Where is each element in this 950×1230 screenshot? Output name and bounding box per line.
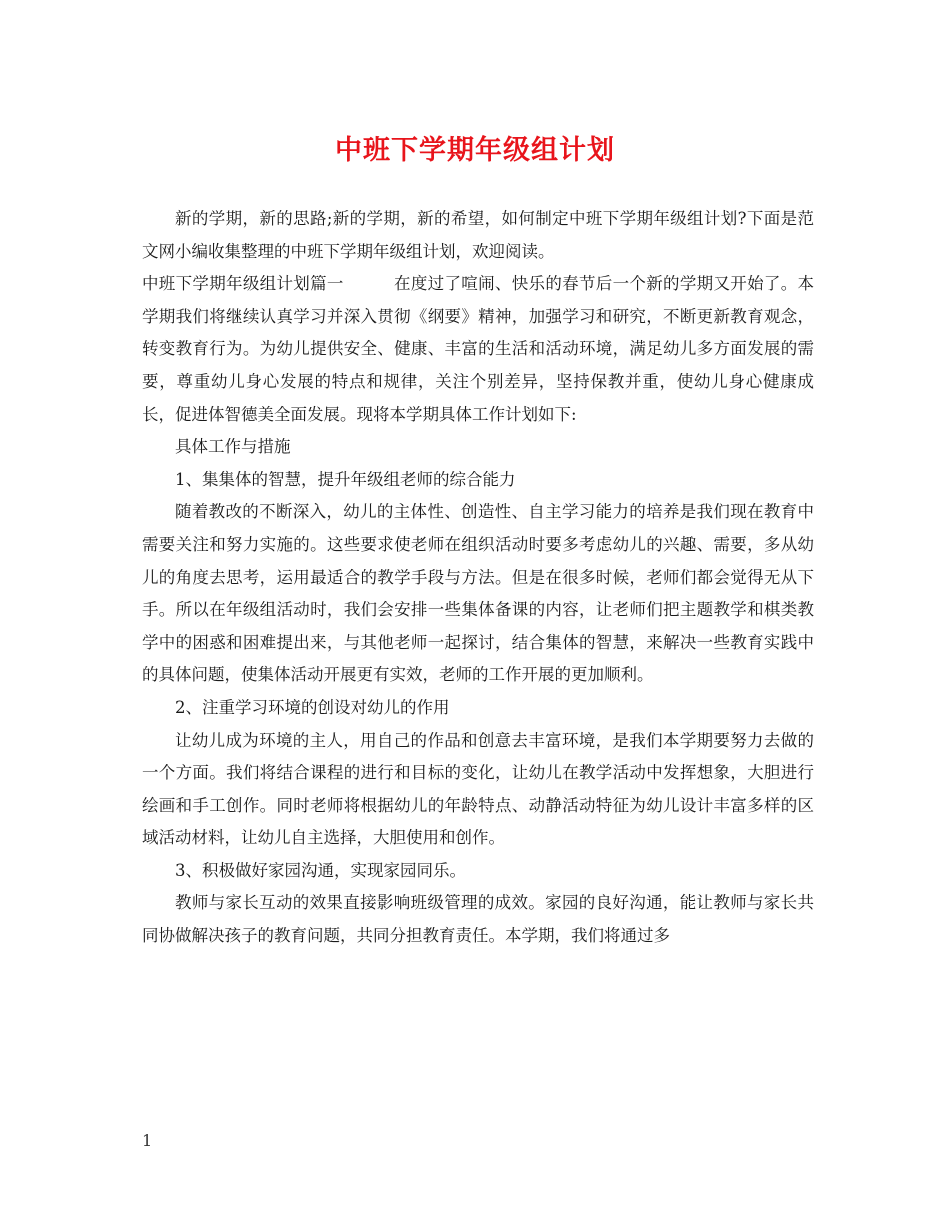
measures-heading: 具体工作与措施 [175, 437, 291, 457]
page-number: 1 [142, 1131, 153, 1150]
section-paragraph [142, 268, 814, 431]
item2-paragraph: 让幼儿成为环境的主人，用自己的作品和创意去丰富环境，是我们本学期要努力去做的一个方面。我们将结合课程的进行和目标的变化，让幼儿在教学活动中发挥想象，大胆进行绘画和手工创作。同时老师将根据幼儿的年龄特点、动静活动特征为幼儿设计丰富多样的区域活动材料，让幼儿自主选择，大胆使用和创作。 [142, 730, 814, 848]
item1-paragraph: 随着教改的不断深入，幼儿的主体性、创造性、自主学习能力的培养是我们现在教育中需要关注和努力实施的。这些要求使老师在组织活动时要多考虑幼儿的兴趣、需要，多从幼儿的角度去思考，运用最适合的教学手段与方法。但是在很多时候，老师们都会觉得无从下手。所以在年级组活动时，我们会安排一些集体备课的内容，让老师们把主题教学和棋类教学中的困惑和困难提出来，与其他老师一起探讨，结合集体的智慧，来解决一些教育实践中的具体问题，使集体活动开展更有实效，老师的工作开展的更加顺利。 [142, 502, 814, 685]
section-label: 中班下学期年级组计划篇一 [142, 274, 344, 294]
section-text: 在度过了喧闹、快乐的春节后一个新的学期又开始了。本学期我们将继续认真学习并深入贯彻《纲要》精神，加强学习和研究，不断更新教育观念，转变教育行为。为幼儿提供安全、健康、丰富的生活和活动环境，满足幼儿多方面发展的需要，尊重幼儿身心发展的特点和规律，关注个别差异，坚持保教并重，使幼儿身心健康成长，促进体智德美全面发展。现将本学期具体工作计划如下: [142, 274, 815, 424]
item3-heading: 3、积极做好家园沟通，实现家园同乐。 [175, 860, 466, 880]
item1-heading: 1、集集体的智慧，提升年级组老师的综合能力 [175, 469, 516, 489]
intro-paragraph: 新的学期，新的思路;新的学期，新的希望，如何制定中班下学期年级组计划?下面是范文网小编收集整理的中班下学期年级组计划，欢迎阅读。 [142, 209, 814, 261]
document-title: 中班下学期年级组计划 [335, 135, 615, 166]
item2-heading: 2、注重学习环境的创设对幼儿的作用 [175, 697, 450, 717]
item3-paragraph: 教师与家长互动的效果直接影响班级管理的成效。家园的良好沟通，能让教师与家长共同协做解决孩子的教育问题，共同分担教育责任。本学期，我们将通过多 [142, 893, 814, 946]
document-body [142, 203, 814, 953]
